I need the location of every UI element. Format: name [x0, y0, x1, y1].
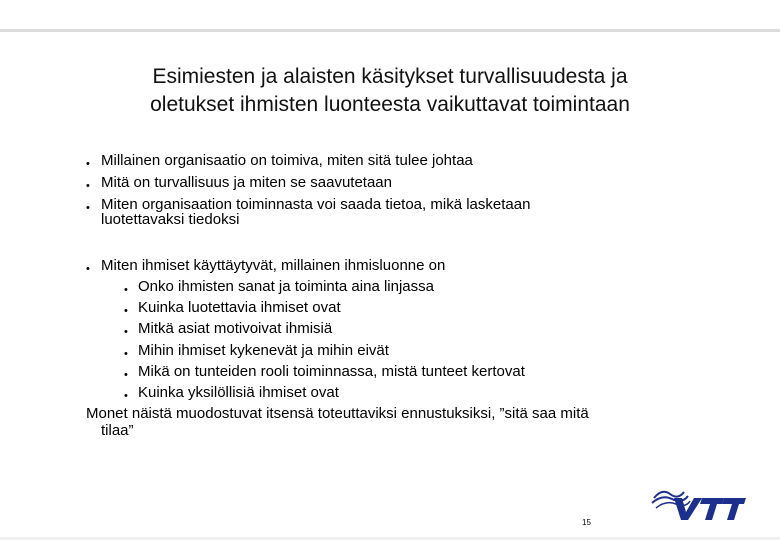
sub-bullet: •: [124, 284, 128, 296]
list1-item-2: Mitä on turvallisuus ja miten se saavutetaan: [101, 174, 392, 191]
closing-line-1: Monet näistä muodostuvat itsensä toteuttaviksi ennustuksiksi, ”sitä saa mitä: [86, 405, 589, 422]
bullet: •: [86, 202, 90, 214]
top-rule: [0, 29, 780, 32]
bullet: •: [86, 180, 90, 192]
list2-head: Miten ihmiset käyttäytyvät, millainen ihmisluonne on: [101, 257, 446, 274]
list1-item-3-cont: luotettavaksi tiedoksi: [101, 211, 240, 228]
page-number: 15: [582, 518, 591, 527]
list2-sub-4: Mihin ihmiset kykenevät ja mihin eivät: [138, 342, 389, 359]
bullet: •: [86, 263, 90, 275]
list2-sub-1: Onko ihmisten sanat ja toiminta aina linjassa: [138, 278, 434, 295]
list2-sub-3: Mitkä asiat motivoivat ihmisiä: [138, 320, 333, 337]
sub-bullet: •: [124, 305, 128, 317]
list2-sub-6: Kuinka yksilöllisiä ihmiset ovat: [138, 384, 339, 401]
list2-sub-5: Mikä on tunteiden rooli toiminnassa, mistä tunteet kertovat: [138, 363, 525, 380]
vtt-logo-icon: [648, 484, 748, 524]
bullet: •: [86, 158, 90, 170]
sub-bullet: •: [124, 348, 128, 360]
sub-bullet: •: [124, 369, 128, 381]
sub-bullet: •: [124, 326, 128, 338]
title-line-1: Esimiesten ja alaisten käsitykset turvallisuudesta ja: [152, 65, 628, 88]
sub-bullet: •: [124, 390, 128, 402]
title-line-2: oletukset ihmisten luonteesta vaikuttavat toimintaan: [150, 93, 630, 116]
list1-item-1: Millainen organisaatio on toimiva, miten sitä tulee johtaa: [101, 152, 473, 169]
list2-sub-2: Kuinka luotettavia ihmiset ovat: [138, 299, 341, 316]
slide-title: [90, 63, 690, 119]
list1-item-3: Miten organisaation toiminnasta voi saada tietoa, mikä lasketaan: [101, 196, 531, 213]
closing-line-2: tilaa”: [101, 422, 134, 439]
